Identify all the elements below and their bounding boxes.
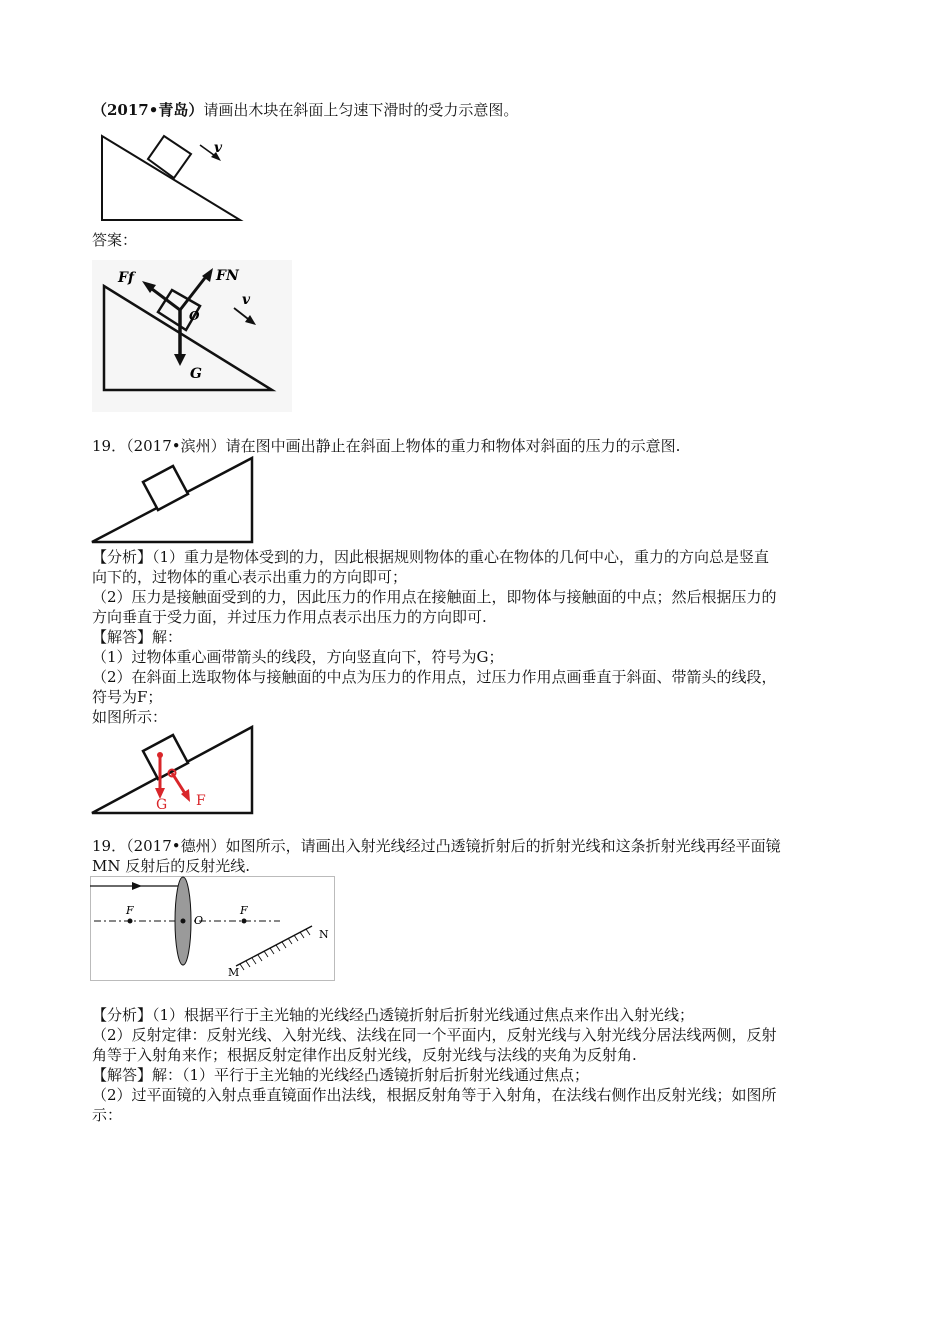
q2-number: 19．: [92, 437, 127, 455]
q3-question-line-1: [92, 836, 781, 856]
q3-focus-right-label: F: [240, 904, 248, 917]
q2-analysis-line: 方向垂直于受力面，并过压力作用点表示出压力的方向即可.: [92, 608, 487, 626]
q3-mirror-m-label: M: [228, 966, 240, 979]
q2-solution-line: 【解答】解：: [92, 628, 183, 646]
q2-ans-block: [143, 735, 188, 779]
q1-center-label: O: [189, 309, 200, 323]
q1-block: [148, 136, 191, 178]
q1-ans-velocity-label: v: [242, 292, 251, 308]
q3-plane-mirror: [236, 926, 312, 966]
q3-solution-line: （2）过平面镜的入射点垂直镜面作出法线，根据反射角等于入射角，在法线右侧作出反射光线；如图所: [92, 1086, 777, 1104]
q1-gravity-label: G: [190, 366, 202, 382]
q1-velocity-label: v: [214, 140, 223, 156]
q2-gravity-point: [157, 752, 163, 758]
q1-source: （2017•青岛）: [92, 101, 204, 119]
q2-solution-line: （2）在斜面上选取物体与接触面的中点为压力的作用点，过压力作用点画垂直于斜面、带箭头的线段，: [92, 668, 777, 686]
q1-answer-figure: [92, 260, 292, 412]
q3-focus-left: [128, 919, 133, 924]
q3-mirror-n-label: N: [319, 928, 329, 941]
q2-block: [143, 466, 188, 510]
q2-pressure-label: F: [196, 793, 206, 809]
q3-analysis-line: 【分析】（1）根据平行于主光轴的光线经凸透镜折射后折射光线通过焦点来作出入射光线；: [92, 1006, 695, 1024]
q3-lens-figure: [90, 876, 336, 982]
q3-incident-arrowhead: [132, 882, 142, 890]
q2-question-text: 请在图中画出静止在斜面上物体的重力和物体对斜面的压力的示意图.: [225, 437, 681, 455]
q3-focus-left-label: F: [126, 904, 134, 917]
q3-number: 19．: [92, 837, 127, 855]
q3-question-text: 如图所示，请画出入射光线经过凸透镜折射后的折射光线和这条折射光线再经平面镜: [225, 837, 781, 855]
q1-answer-label: 答案：: [92, 231, 138, 249]
q2-solution-line: 如图所示：: [92, 708, 168, 726]
q3-focus-right: [242, 919, 247, 924]
q2-incline-figure: [90, 456, 258, 548]
q1-question-text: 请画出木块在斜面上匀速下滑时的受力示意图。: [203, 101, 519, 119]
q2-analysis-line: 【分析】（1）重力是物体受到的力，因此根据规则物体的重心在物体的几何中心，重力的方向总是竖直: [92, 548, 770, 566]
q2-solution-line: （1）过物体重心画带箭头的线段，方向竖直向下，符号为G；: [92, 648, 504, 666]
q2-pressure-arrow: [172, 773, 186, 795]
q2-question: [92, 436, 680, 456]
q2-solution-line: 符号为F；: [92, 688, 163, 706]
q2-gravity-label: G: [156, 797, 168, 813]
q3-solution-line: 示：: [92, 1106, 123, 1124]
q1-question: [92, 100, 518, 120]
q3-question-line-2: MN 反射后的反射光线.: [92, 857, 251, 875]
q1-friction-label: Ff: [118, 270, 134, 286]
q2-analysis-line: 向下的，过物体的重心表示出重力的方向即可；: [92, 568, 408, 586]
q2-source: （2017•滨州）: [126, 437, 226, 455]
q3-analysis-line: （2）反射定律：反射光线、入射光线、法线在同一个平面内，反射光线与入射光线分居法线两侧，反射: [92, 1026, 777, 1044]
q1-normal-label: FN: [216, 268, 239, 284]
q3-analysis-line: 角等于入射角来作；根据反射定律作出反射光线，反射光线与法线的夹角为反射角.: [92, 1046, 637, 1064]
q2-answer-figure: [90, 725, 258, 817]
q3-optical-center-label: O: [194, 914, 204, 927]
q3-source: （2017•德州）: [126, 837, 226, 855]
q3-solution-line: 【解答】解：（1）平行于主光轴的光线经凸透镜折射后折射光线通过焦点；: [92, 1066, 590, 1084]
q3-figure-border: [91, 877, 335, 981]
q1-incline-figure: [96, 128, 256, 228]
q2-analysis-line: （2）压力是接触面受到的力，因此压力的作用点在接触面上，即物体与接触面的中点；然后根据压力的: [92, 588, 777, 606]
q3-optical-center: [181, 919, 186, 924]
q3-mirror-hatching: [240, 929, 310, 970]
